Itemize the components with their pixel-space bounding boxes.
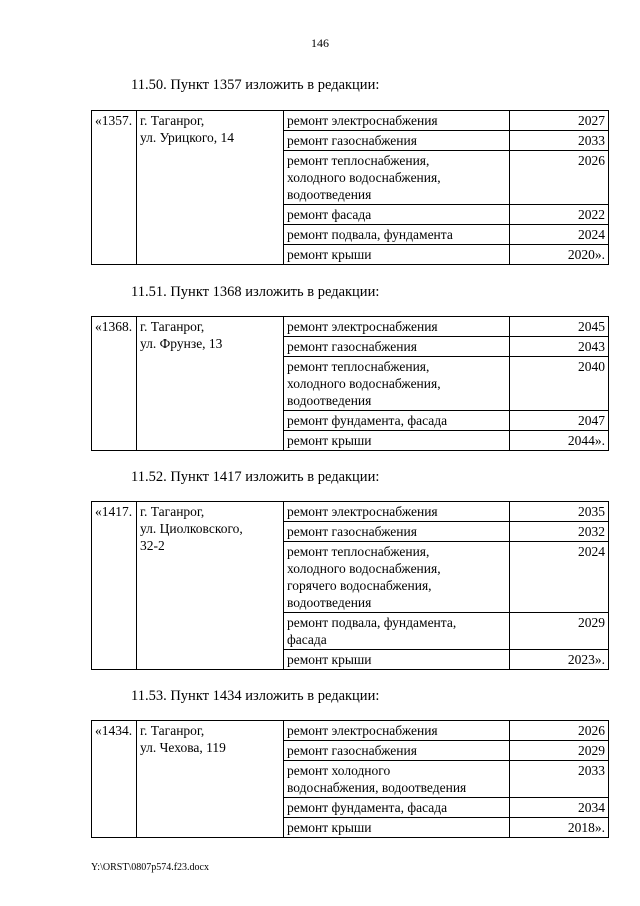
- repair-year-cell: 2033: [510, 131, 609, 151]
- repair-year-cell: 2032: [510, 522, 609, 542]
- address-line: ул. Фрунзе, 13: [140, 336, 223, 351]
- repair-work-line: ремонт электроснабжения: [287, 319, 438, 334]
- repair-work-line: ремонт газоснабжения: [287, 743, 417, 758]
- repair-year-cell: 2026: [510, 151, 609, 205]
- repair-work-line: ремонт электроснабжения: [287, 504, 438, 519]
- entry-table-1357: [91, 110, 609, 265]
- repair-year-cell: 2045: [510, 317, 609, 337]
- repair-work-cell: [284, 357, 510, 411]
- repair-year-cell: 2018».: [510, 818, 609, 838]
- repair-work-cell: [284, 818, 510, 838]
- repair-work-cell: [284, 337, 510, 357]
- repair-work-cell: [284, 431, 510, 451]
- repair-work-line: ремонт электроснабжения: [287, 113, 438, 128]
- entry-number: «1357.: [92, 111, 137, 265]
- repair-work-line: ремонт крыши: [287, 433, 372, 448]
- repair-work-cell: [284, 798, 510, 818]
- repair-work-line: ремонт фундамента, фасада: [287, 800, 448, 815]
- repair-work-line: ремонт газоснабжения: [287, 133, 417, 148]
- address-line: ул. Урицкого, 14: [140, 130, 235, 145]
- address-line: г. Таганрог,: [140, 319, 205, 334]
- entry-table-1417: [91, 501, 609, 670]
- repair-work-cell: [284, 245, 510, 265]
- table-row: [92, 502, 609, 522]
- repair-year-cell: 2035: [510, 502, 609, 522]
- repair-year-cell: 2026: [510, 721, 609, 741]
- repair-work-line: водоотведения: [287, 187, 372, 202]
- repair-work-line: ремонт теплоснабжения,: [287, 359, 430, 374]
- footer-file-path: Y:\ORST\0807p574.f23.docx: [91, 862, 209, 873]
- repair-year-cell: 2033: [510, 761, 609, 798]
- repair-year-cell: 2040: [510, 357, 609, 411]
- entry-number: «1368.: [92, 317, 137, 451]
- entry-address: [137, 111, 284, 265]
- table-row: [92, 721, 609, 741]
- section-heading-11-50: 11.50. Пункт 1357 изложить в редакции:: [131, 77, 380, 93]
- repair-work-cell: [284, 741, 510, 761]
- repair-work-cell: [284, 542, 510, 613]
- repair-work-line: холодного водоснабжения,: [287, 376, 441, 391]
- entry-table-1434: [91, 720, 609, 838]
- entry-address: [137, 317, 284, 451]
- table-row: [92, 317, 609, 337]
- repair-work-line: ремонт фундамента, фасада: [287, 413, 448, 428]
- repair-work-cell: [284, 317, 510, 337]
- repair-work-line: водоснабжения, водоотведения: [287, 780, 467, 795]
- entry-address: [137, 721, 284, 838]
- repair-year-cell: 2020».: [510, 245, 609, 265]
- repair-work-cell: [284, 650, 510, 670]
- repair-work-line: ремонт теплоснабжения,: [287, 544, 430, 559]
- repair-year-cell: 2029: [510, 741, 609, 761]
- repair-year-cell: 2027: [510, 111, 609, 131]
- repair-work-cell: [284, 111, 510, 131]
- repair-year-cell: 2047: [510, 411, 609, 431]
- repair-year-cell: 2024: [510, 225, 609, 245]
- repair-work-line: ремонт теплоснабжения,: [287, 153, 430, 168]
- repair-work-line: ремонт подвала, фундамента: [287, 227, 453, 242]
- repair-work-line: фасада: [287, 632, 327, 647]
- address-line: 32-2: [140, 538, 165, 553]
- repair-work-line: водоотведения: [287, 595, 372, 610]
- repair-work-line: ремонт крыши: [287, 820, 372, 835]
- repair-work-line: ремонт крыши: [287, 652, 372, 667]
- repair-work-cell: [284, 131, 510, 151]
- repair-work-cell: [284, 613, 510, 650]
- repair-work-cell: [284, 205, 510, 225]
- repair-work-line: холодного водоснабжения,: [287, 561, 441, 576]
- address-line: ул. Чехова, 119: [140, 740, 226, 755]
- repair-work-cell: [284, 411, 510, 431]
- repair-work-cell: [284, 502, 510, 522]
- repair-year-cell: 2022: [510, 205, 609, 225]
- repair-year-cell: 2029: [510, 613, 609, 650]
- address-line: ул. Циолковского,: [140, 521, 243, 536]
- section-heading-11-52: 11.52. Пункт 1417 изложить в редакции:: [131, 469, 380, 485]
- repair-work-line: ремонт газоснабжения: [287, 339, 417, 354]
- repair-work-line: ремонт подвала, фундамента,: [287, 615, 457, 630]
- repair-year-cell: 2034: [510, 798, 609, 818]
- repair-year-cell: 2024: [510, 542, 609, 613]
- address-line: г. Таганрог,: [140, 723, 205, 738]
- repair-work-line: ремонт электроснабжения: [287, 723, 438, 738]
- section-heading-11-51: 11.51. Пункт 1368 изложить в редакции:: [131, 284, 380, 300]
- repair-work-cell: [284, 225, 510, 245]
- repair-work-line: ремонт фасада: [287, 207, 372, 222]
- repair-work-line: ремонт холодного: [287, 763, 391, 778]
- repair-work-cell: [284, 761, 510, 798]
- repair-work-cell: [284, 721, 510, 741]
- table-row: [92, 111, 609, 131]
- repair-work-line: холодного водоснабжения,: [287, 170, 441, 185]
- repair-year-cell: 2044».: [510, 431, 609, 451]
- repair-work-line: водоотведения: [287, 393, 372, 408]
- entry-number: «1434.: [92, 721, 137, 838]
- repair-year-cell: 2043: [510, 337, 609, 357]
- page-number: 146: [311, 36, 329, 50]
- repair-work-cell: [284, 151, 510, 205]
- repair-year-cell: 2023».: [510, 650, 609, 670]
- section-heading-11-53: 11.53. Пункт 1434 изложить в редакции:: [131, 688, 380, 704]
- entry-number: «1417.: [92, 502, 137, 670]
- entry-address: [137, 502, 284, 670]
- entry-table-1368: [91, 316, 609, 451]
- address-line: г. Таганрог,: [140, 113, 205, 128]
- repair-work-line: ремонт крыши: [287, 247, 372, 262]
- repair-work-line: ремонт газоснабжения: [287, 524, 417, 539]
- repair-work-cell: [284, 522, 510, 542]
- address-line: г. Таганрог,: [140, 504, 205, 519]
- repair-work-line: горячего водоснабжения,: [287, 578, 432, 593]
